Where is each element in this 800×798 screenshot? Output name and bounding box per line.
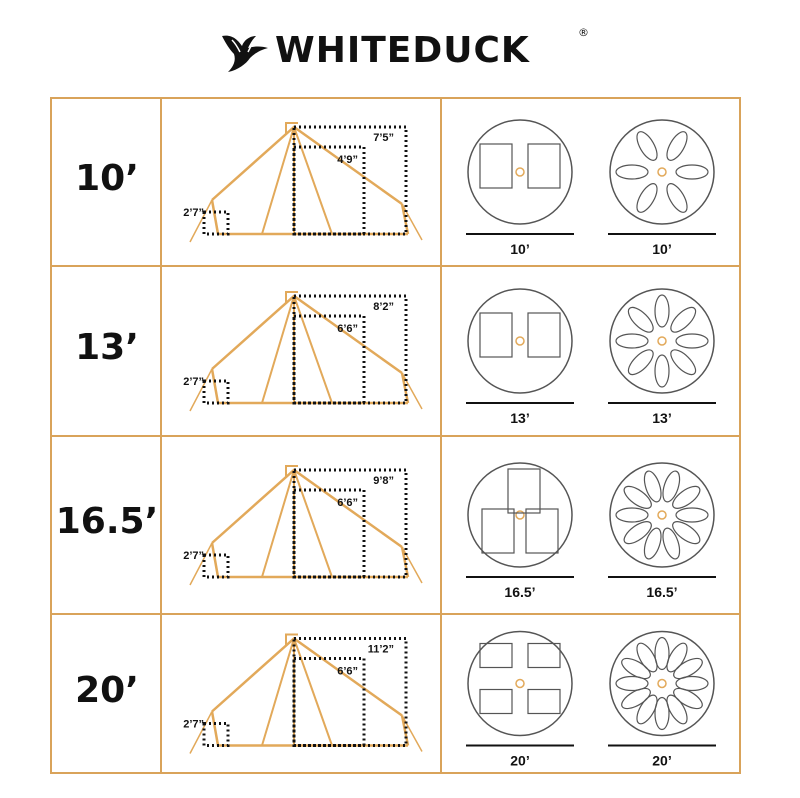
tent-size-label: 10’: [75, 158, 139, 199]
bed-icon: [526, 509, 558, 553]
center-pole-icon: [658, 511, 666, 519]
peak-height-label: 7’5”: [373, 132, 394, 144]
sleeping-bag-icon: [660, 526, 683, 561]
size-comparison-grid: [50, 97, 741, 774]
tent-size-label: 13’: [75, 327, 139, 368]
sleeping-bag-icon: [676, 334, 708, 348]
floor-plan-circle: [610, 120, 714, 224]
center-pole-icon: [516, 337, 524, 345]
sleeping-bag-icon: [663, 181, 691, 216]
bed-icon: [480, 644, 512, 668]
row-graphics: [52, 615, 739, 772]
center-height-label: 6’6”: [337, 497, 358, 509]
sleeping-bag-icon: [633, 692, 661, 727]
sleeping-bag-icon: [671, 654, 706, 682]
sleeping-bag-icon: [676, 165, 708, 179]
center-pole-icon: [516, 168, 524, 176]
wall-height-label: 2’7”: [183, 550, 204, 562]
bed-icon: [508, 469, 540, 513]
peak-height-label: 8’2”: [373, 301, 394, 313]
floor-plan-circle: [610, 289, 714, 393]
sleeping-bag-icon: [633, 129, 661, 164]
row-graphics: [52, 267, 739, 435]
sleeping-bag-icon: [619, 654, 654, 682]
floor-diameter-label: 16.5’: [646, 584, 678, 600]
floor-diameter-label: 10’: [652, 241, 672, 257]
sleeping-bag-icon: [633, 640, 661, 675]
center-height-label: 4’9”: [337, 154, 358, 166]
registered-mark: ®: [578, 26, 589, 39]
peak-height-label: 11’2”: [367, 643, 394, 656]
floor-diameter-label: 10’: [510, 241, 530, 257]
center-pole-icon: [516, 511, 524, 519]
floor-diameter-label: 16.5’: [504, 584, 536, 600]
center-height-label: 6’6”: [337, 323, 358, 335]
floor-plan-circle: [468, 632, 572, 736]
floor-diameter-label: 20’: [510, 752, 530, 769]
bed-icon: [480, 144, 512, 188]
floor-diameter-label: 13’: [510, 410, 530, 426]
floor-diameter-label: 20’: [652, 752, 672, 769]
sleeping-bag-icon: [625, 304, 658, 337]
tent-size-label: 16.5’: [55, 501, 159, 542]
sleeping-bag-icon: [616, 165, 648, 179]
sleeping-bag-icon: [625, 346, 658, 379]
sleeping-bag-icon: [655, 355, 669, 387]
sleeping-bag-icon: [671, 684, 706, 712]
sleeping-bag-icon: [663, 640, 691, 675]
bed-icon: [480, 690, 512, 714]
center-pole-icon: [658, 337, 666, 345]
sleeping-bag-icon: [641, 469, 664, 504]
duck-logo-icon: [218, 30, 270, 74]
center-height-label: 6’6”: [337, 665, 358, 678]
wall-height-label: 2’7”: [183, 376, 204, 388]
bed-icon: [480, 313, 512, 357]
sleeping-bag-icon: [655, 295, 669, 327]
floor-plan-circle: [468, 120, 572, 224]
floor-diameter-label: 13’: [652, 410, 672, 426]
sleeping-bag-icon: [663, 692, 691, 727]
sleeping-bag-icon: [663, 129, 691, 164]
sleeping-bag-icon: [616, 508, 648, 522]
header: [0, 0, 800, 95]
bed-icon: [482, 509, 514, 553]
center-pole-icon: [658, 168, 666, 176]
sleeping-bag-icon: [616, 334, 648, 348]
bed-icon: [528, 313, 560, 357]
tent-size-label: 20’: [75, 669, 139, 711]
sleeping-bag-icon: [667, 304, 700, 337]
floor-plan-circle: [610, 632, 714, 736]
center-pole-icon: [516, 680, 524, 688]
sleeping-bag-icon: [660, 469, 683, 504]
bed-icon: [528, 144, 560, 188]
bed-icon: [528, 644, 560, 668]
wall-height-label: 2’7”: [183, 207, 204, 219]
floor-plan-circle: [468, 463, 572, 567]
floor-plan-circle: [468, 289, 572, 393]
row-graphics: [52, 99, 739, 265]
floor-plan-circle: [610, 463, 714, 567]
sleeping-bag-icon: [619, 684, 654, 712]
center-pole-icon: [658, 680, 666, 688]
brand-name: WHITEDUCK: [275, 30, 530, 71]
sleeping-bag-icon: [641, 526, 664, 561]
sleeping-bag-icon: [633, 181, 661, 216]
wall-height-label: 2’7”: [183, 718, 204, 731]
sleeping-bag-icon: [676, 508, 708, 522]
peak-height-label: 9’8”: [373, 475, 394, 487]
sleeping-bag-icon: [667, 346, 700, 379]
bed-icon: [528, 690, 560, 714]
row-graphics: [52, 437, 739, 613]
